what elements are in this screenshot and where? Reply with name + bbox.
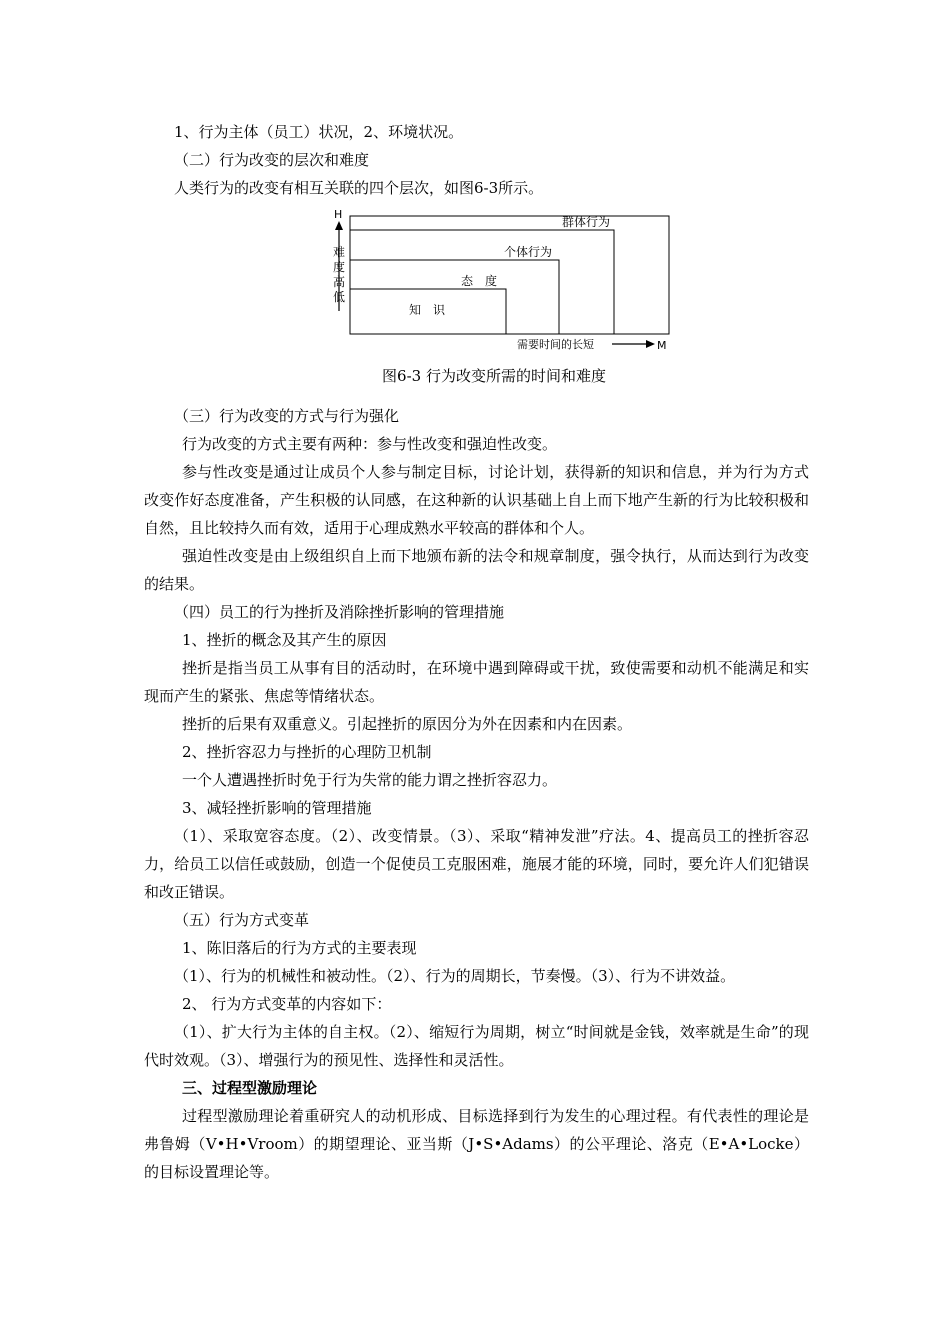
x-axis-label: 需要时间的长短 — [517, 338, 594, 351]
paragraph: 一个人遭遇挫折时免于行为失常的能力谓之挫折容忍力。 — [182, 771, 558, 789]
paragraph: （1）、采取宽容态度。（2）、改变情景。（3）、采取“精神发泄”疗法。4、提高员工的挫折容忍力，给员工以信任或鼓励，创造一个促使员工克服困难，施展才能的环境，同时，要允许人们犯错误和改正错误。 — [144, 827, 809, 901]
subheading: 2、 行为方式变革的内容如下： — [182, 995, 392, 1013]
paragraph: （1）、扩大行为主体的自主权。（2）、缩短行为周期，树立“时间就是金钱，效率就是生命”的现代时效观。（3）、增强行为的预见性、选择性和灵活性。 — [144, 1023, 809, 1069]
outer-frame — [350, 216, 669, 334]
right-arrow-icon — [646, 340, 655, 348]
paragraph: 挫折的后果有双重意义。引起挫折的原因分为外在因素和内在因素。 — [182, 715, 633, 733]
x-axis-end-label: M — [657, 339, 667, 352]
paragraph: 强迫性改变是由上级组织自上而下地颁布新的法令和规章制度，强令执行，从而达到行为改变的结果。 — [144, 547, 809, 593]
figure-caption: 图6-3 行为改变所需的时间和难度 — [382, 367, 606, 385]
section-heading: （五）行为方式变革 — [174, 911, 310, 929]
subheading: 1、陈旧落后的行为方式的主要表现 — [182, 939, 417, 957]
level-individual-behavior — [350, 260, 559, 334]
section-heading: （三）行为改变的方式与行为强化 — [174, 407, 400, 425]
paragraph: （1）、行为的机械性和被动性。（2）、行为的周期长，节奏慢。（3）、行为不讲效益。 — [174, 967, 736, 985]
y-label-char: 低 — [333, 290, 346, 304]
subheading: 3、减轻挫折影响的管理措施 — [182, 799, 372, 817]
paragraph: 1、行为主体（员工）状况，2、环境状况。 — [174, 123, 464, 141]
y-label-char: 高 — [333, 275, 346, 289]
paragraph: 人类行为的改变有相互关联的四个层次，如图6-3所示。 — [174, 179, 544, 197]
level-label: 群体行为 — [562, 215, 611, 229]
level-label: 个体行为 — [504, 245, 553, 259]
chapter-heading: 三、过程型激励理论 — [182, 1079, 318, 1097]
subheading: 2、挫折容忍力与挫折的心理防卫机制 — [182, 743, 432, 761]
section-heading: （二）行为改变的层次和难度 — [174, 151, 370, 169]
section-heading: （四）员工的行为挫折及消除挫折影响的管理措施 — [174, 603, 505, 621]
y-label-char: 度 — [333, 260, 346, 274]
paragraph: 行为改变的方式主要有两种：参与性改变和强迫性改变。 — [182, 435, 558, 453]
level-label: 知 识 — [409, 303, 446, 317]
level-label: 态 度 — [461, 274, 498, 288]
subheading: 1、挫折的概念及其产生的原因 — [182, 631, 387, 649]
paragraph: 过程型激励理论着重研究人的动机形成、目标选择到行为发生的心理过程。有代表性的理论是弗鲁姆（V•H•Vroom）的期望理论、亚当斯（J•S•Adams）的公平理论、洛克（E•A•Locke）的目标设置理论等。 — [144, 1107, 809, 1181]
y-label-char: 难 — [333, 245, 346, 259]
document-page — [144, 118, 809, 1186]
difficulty-time-diagram — [324, 208, 684, 358]
y-axis-top-label: H — [334, 208, 343, 221]
up-arrow-icon — [335, 221, 343, 230]
paragraph: 挫折是指当员工从事有目的活动时，在环境中遇到障碍或干扰，致使需要和动机不能满足和实现而产生的紧张、焦虑等情绪状态。 — [144, 659, 809, 705]
paragraph: 参与性改变是通过让成员个人参与制定目标，讨论计划，获得新的知识和信息，并为行为方式改变作好态度准备，产生积极的认同感，在这种新的认识基础上自上而下地产生新的行为比较积极和自然，且比较持久而有效，适用于心理成熟水平较高的群体和个人。 — [144, 463, 809, 537]
figure-6-3 — [144, 202, 809, 402]
